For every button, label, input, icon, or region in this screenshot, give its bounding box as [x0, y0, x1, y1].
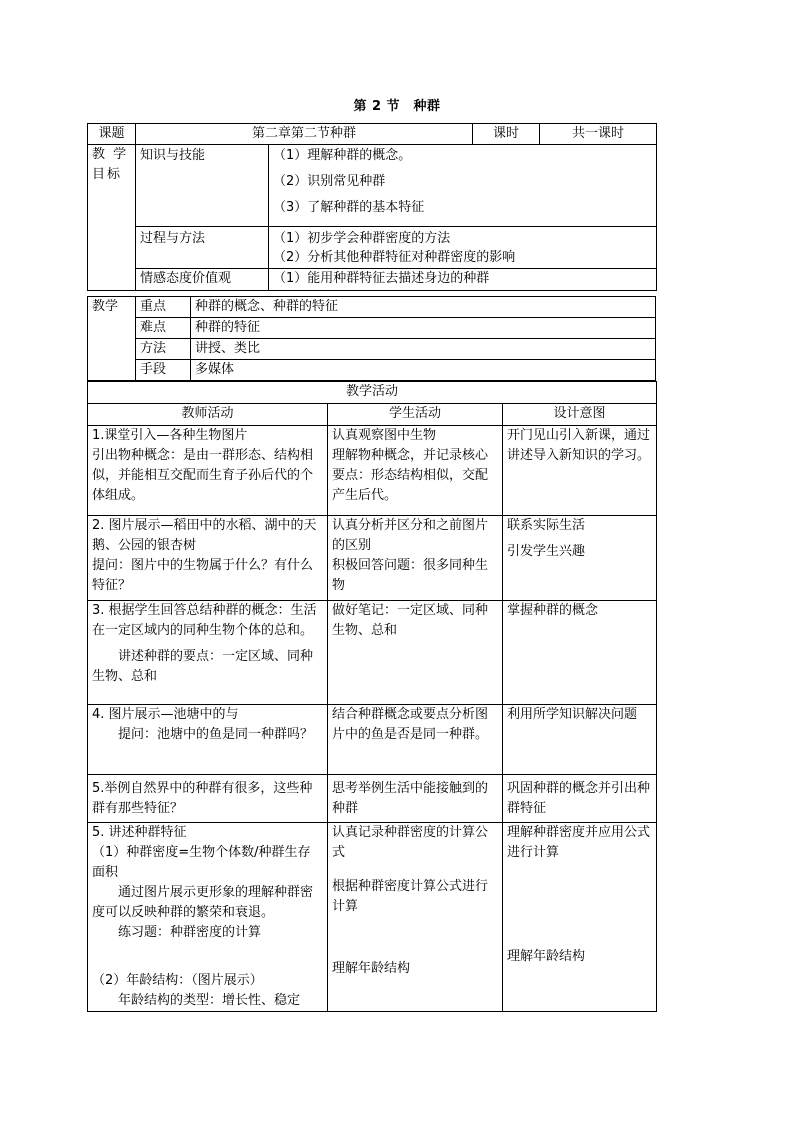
process-item: （1）初步学会种群密度的方法 — [273, 231, 451, 246]
process-item: （2）分析其他种群特征对种群密度的影响 — [273, 250, 516, 265]
teacher-activity: 2. 图片展示—稻田中的水稻、湖中的天鹅、公园的银杏树 提问：图片中的生物属于什么？有什么特征？ — [88, 516, 328, 601]
activity-row — [88, 516, 657, 601]
teaching-value: 多媒体 — [191, 360, 656, 381]
activity-row — [88, 426, 657, 516]
attitude-label: 情感态度价值观 — [136, 269, 269, 291]
teaching-key: 手段 — [136, 360, 191, 381]
student-activity: 认真记录种群密度的计算公式 根据种群密度计算公式进行计算 理解年龄结构 — [328, 823, 503, 1012]
teacher-activity: 5. 讲述种群特征 （1）种群密度=生物个体数/种群生存面积 通过图片展示更形象的理解种群密度可以反映种群的繁荣和衰退。 练习题：种群密度的计算 （2）年龄结构：（图片展示） 年龄结构的类型：增长性、稳定 — [88, 823, 328, 1012]
teacher-activity: 5.举例自然界中的种群有很多，这些种群有那些特征？ — [88, 775, 328, 823]
teacher-activity: 1.课堂引入—各种生物图片 引出物种概念：是由一群形态、结构相似，并能相互交配而生育子孙后代的个体组成。 — [88, 426, 328, 516]
col-student: 学生活动 — [328, 404, 503, 426]
design-intent: 理解种群密度并应用公式进行计算 理解年龄结构 — [503, 823, 657, 1012]
period-label: 课时 — [473, 124, 540, 145]
lesson-info-table — [87, 123, 657, 291]
teacher-activity: 4. 图片展示—池塘中的与 提问：池塘中的鱼是同一种群吗？ — [88, 705, 328, 775]
goals-label: 教 学 目标 — [88, 145, 136, 291]
design-intent: 开门见山引入新课，通过讲述导入新知识的学习。 — [503, 426, 657, 516]
knowledge-label: 知识与技能 — [136, 145, 269, 227]
design-intent: 巩固种群的概念并引出种群特征 — [503, 775, 657, 823]
col-design: 设计意图 — [503, 404, 657, 426]
design-intent: 联系实际生活 引发学生兴趣 — [503, 516, 657, 601]
knowledge-item: （3）了解种群的基本特征 — [273, 200, 425, 215]
topic-value: 第二章第二节种群 — [136, 124, 473, 145]
teaching-key: 难点 — [136, 318, 191, 339]
activity-row — [88, 601, 657, 705]
process-items — [269, 227, 657, 269]
activity-row — [88, 823, 657, 1012]
teaching-label: 教学 — [88, 297, 136, 381]
topic-label: 课题 — [88, 124, 136, 145]
knowledge-items — [269, 145, 657, 227]
col-teacher: 教师活动 — [88, 404, 328, 426]
activity-row — [88, 775, 657, 823]
design-intent: 掌握种群的概念 — [503, 601, 657, 705]
teaching-table — [87, 296, 656, 381]
student-activity: 认真分析并区分和之前图片的区别 积极回答问题：很多同种生物 — [328, 516, 503, 601]
attitude-items — [269, 269, 657, 291]
knowledge-item: （2）识别常见种群 — [273, 174, 386, 189]
period-value: 共一课时 — [540, 124, 657, 145]
teaching-value: 种群的特征 — [191, 318, 656, 339]
student-activity: 做好笔记：一定区域、同种生物、总和 — [328, 601, 503, 705]
attitude-item: （1）能用种群特征去描述身边的种群 — [273, 271, 490, 286]
teaching-value: 讲授、类比 — [191, 339, 656, 360]
page-title: 第 2 节 种群 — [353, 99, 441, 114]
teaching-key: 方法 — [136, 339, 191, 360]
student-activity: 思考举例生活中能接触到的种群 — [328, 775, 503, 823]
knowledge-item: （1）理解种群的概念。 — [273, 148, 412, 163]
student-activity: 认真观察图中生物 理解物种概念，并记录核心要点：形态结构相似，交配产生后代。 — [328, 426, 503, 516]
process-label: 过程与方法 — [136, 227, 269, 269]
teaching-value: 种群的概念、种群的特征 — [191, 297, 656, 318]
teaching-key: 重点 — [136, 297, 191, 318]
design-intent: 利用所学知识解决问题 — [503, 705, 657, 775]
activity-row — [88, 705, 657, 775]
student-activity: 结合种群概念或要点分析图片中的鱼是否是同一种群。 — [328, 705, 503, 775]
activities-table — [87, 381, 657, 1012]
activities-title: 教学活动 — [88, 382, 657, 404]
teacher-activity: 3. 根据学生回答总结种群的概念：生活在一定区域内的同种生物个体的总和。 讲述种群的要点：一定区域、同种生物、总和 — [88, 601, 328, 705]
